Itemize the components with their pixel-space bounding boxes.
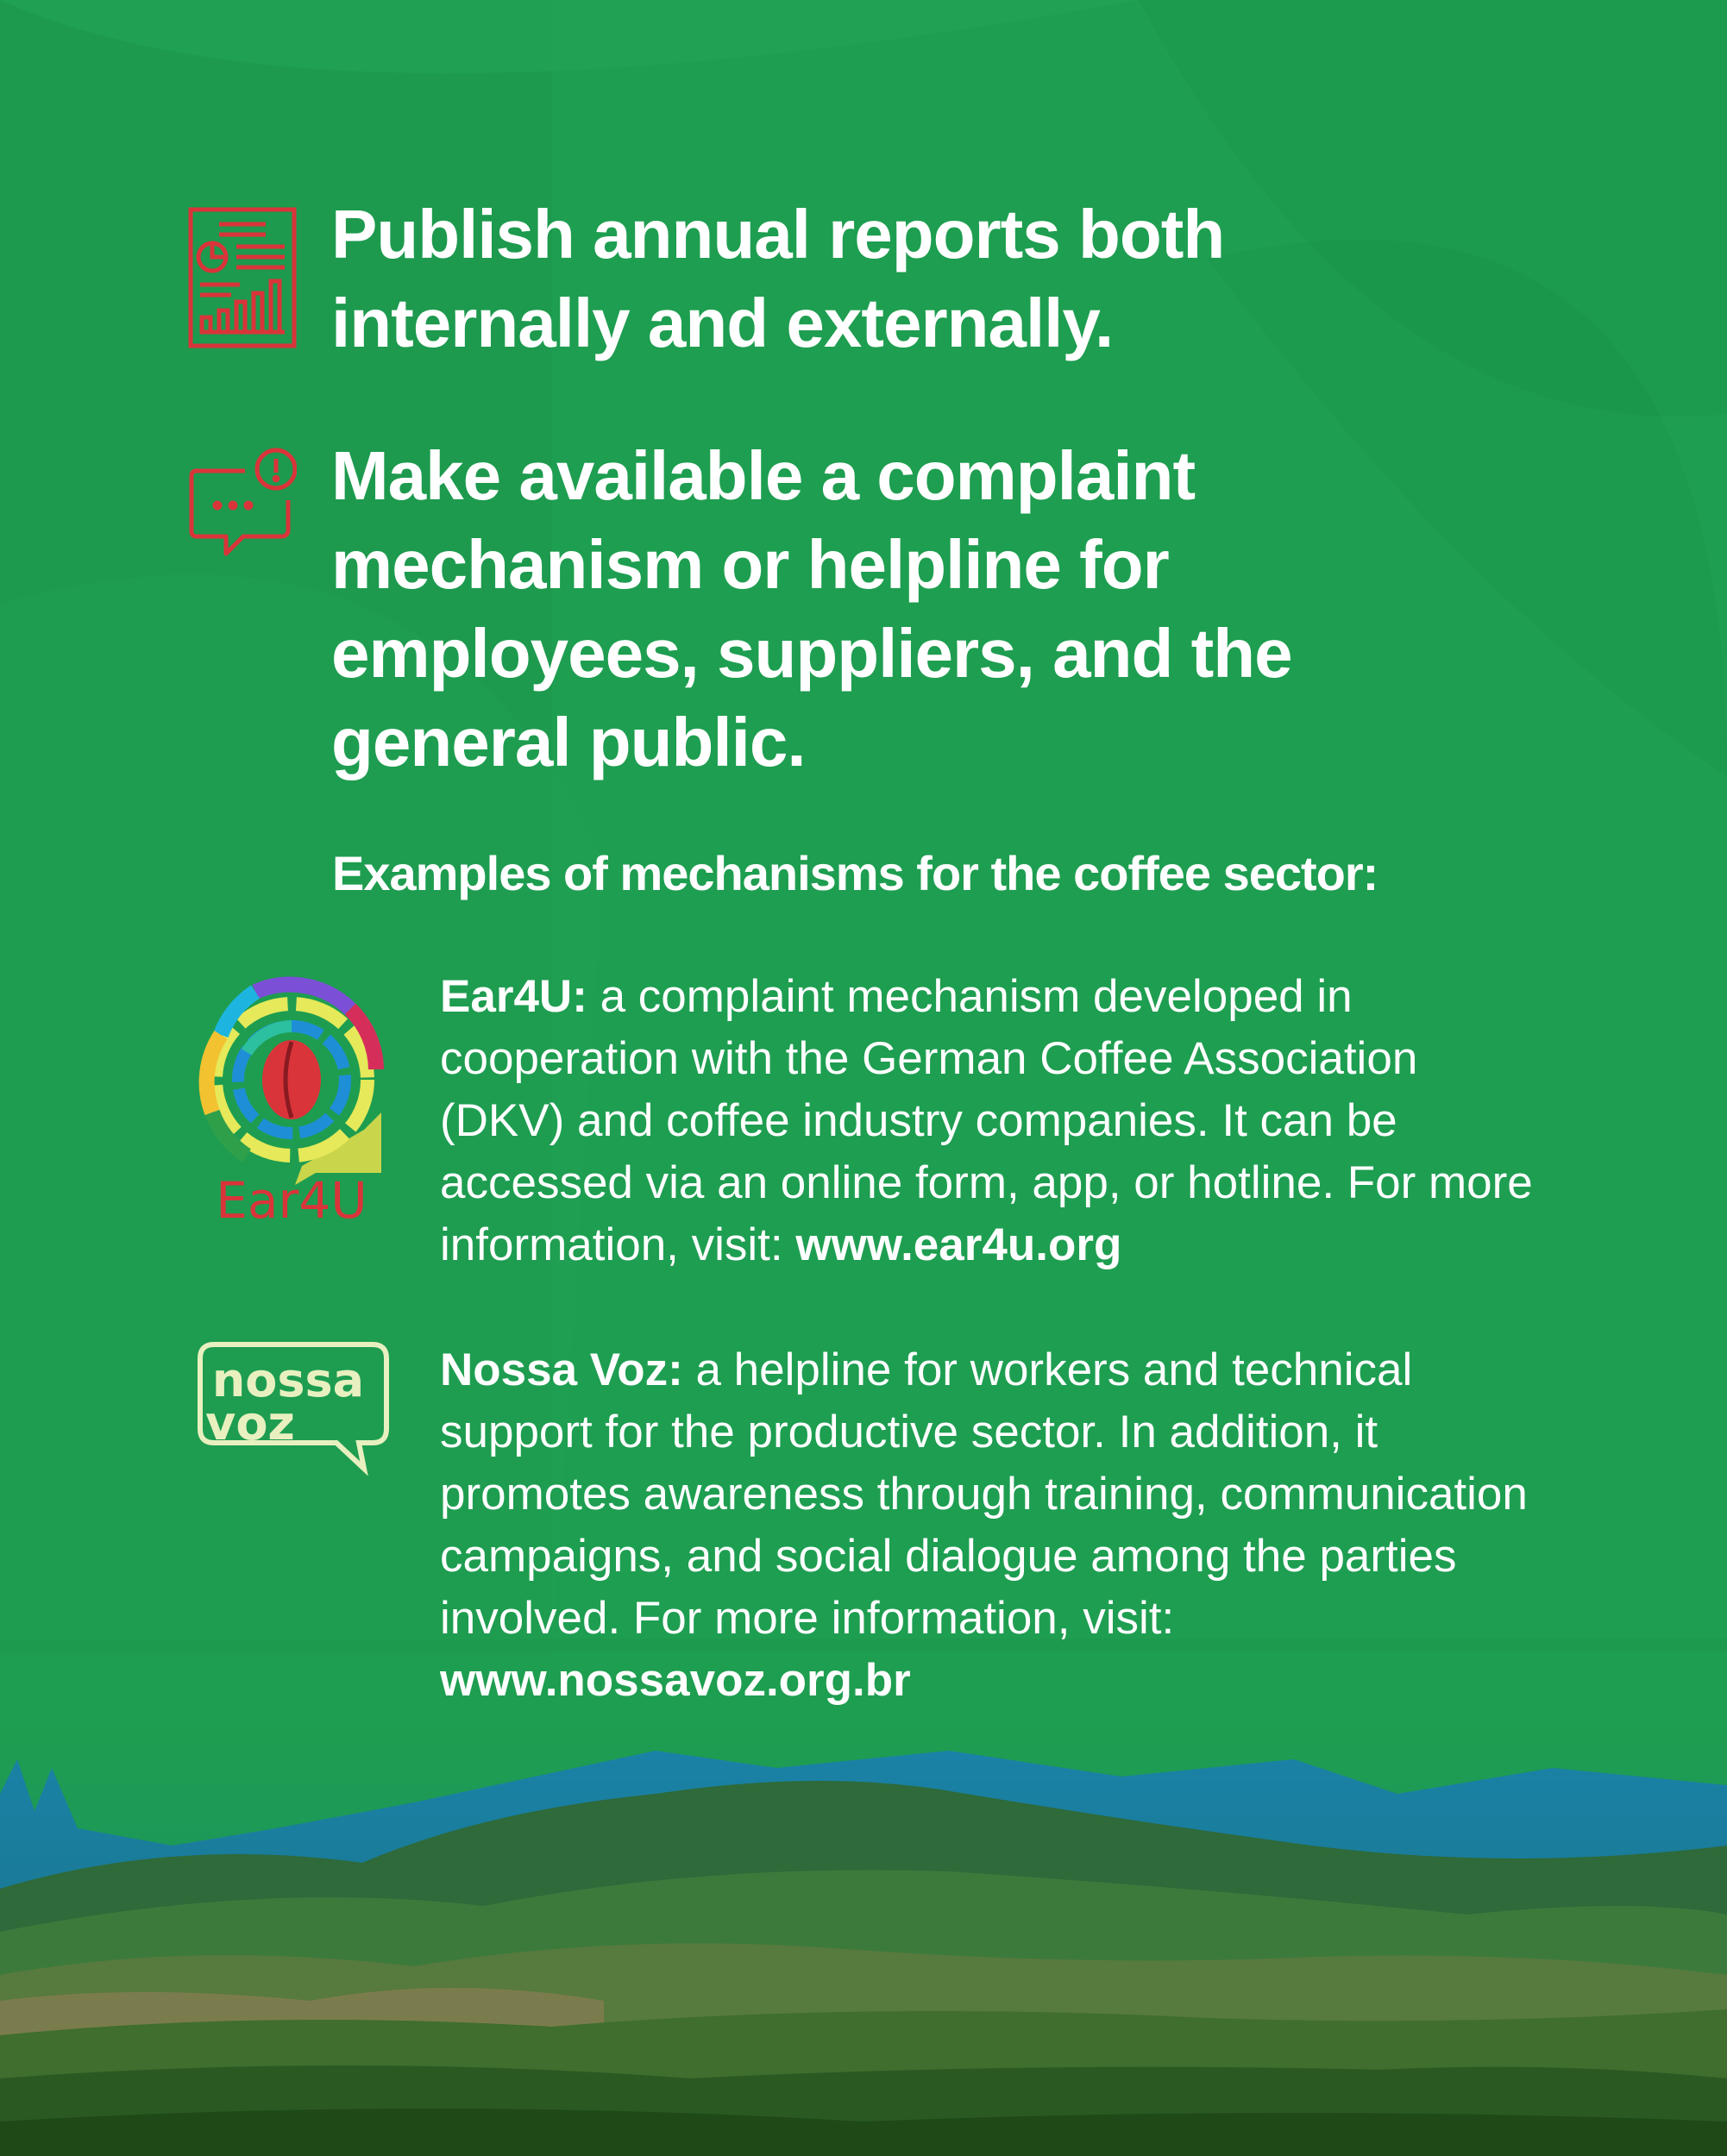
annual-report-icon [188, 207, 300, 353]
nossa-voz-logo-top: nossa [211, 1353, 365, 1407]
ear4u-logo-text: Ear4U [216, 1171, 367, 1225]
examples-heading: Examples of mechanisms for the coffee sector: [332, 846, 1378, 900]
nossa-voz-name: Nossa Voz: [440, 1344, 683, 1395]
ear4u-link[interactable]: www.ear4u.org [795, 1219, 1122, 1270]
nossa-voz-logo-bottom: voz [205, 1396, 295, 1451]
nossa-voz-logo [195, 1339, 395, 1482]
point-complaint-mechanism [188, 431, 1522, 787]
coffee-farm-landscape [0, 1716, 1727, 2156]
nossa-voz-link[interactable]: www.nossavoz.org.br [440, 1655, 911, 1706]
nossa-voz-description [440, 1339, 1553, 1712]
ear4u-description [440, 966, 1553, 1276]
nossa-voz-text: a helpline for workers and technical support for the productive sector. In addition, it promotes awareness through training, communication campaigns, and social dialogue among the parties involved. For more information, visit: [440, 1344, 1528, 1644]
ear4u-text: a complaint mechanism developed in cooperation with the German Coffee Association (DKV) and coffee industry companies. It can be accessed via an online form, app, or hotline. For more information, visit: [440, 971, 1533, 1270]
ear4u-name: Ear4U: [440, 971, 587, 1022]
mechanism-ear4u [195, 966, 1553, 1276]
point-annual-reports [188, 190, 1522, 367]
point-text: Make available a complaint mechanism or helpline for employees, suppliers, and the general public. [331, 437, 1292, 780]
mechanism-nossa-voz [195, 1339, 1553, 1712]
complaint-chat-icon [188, 447, 300, 563]
ear4u-logo [195, 966, 395, 1229]
point-text: Publish annual reports both internally and externally. [331, 196, 1225, 361]
